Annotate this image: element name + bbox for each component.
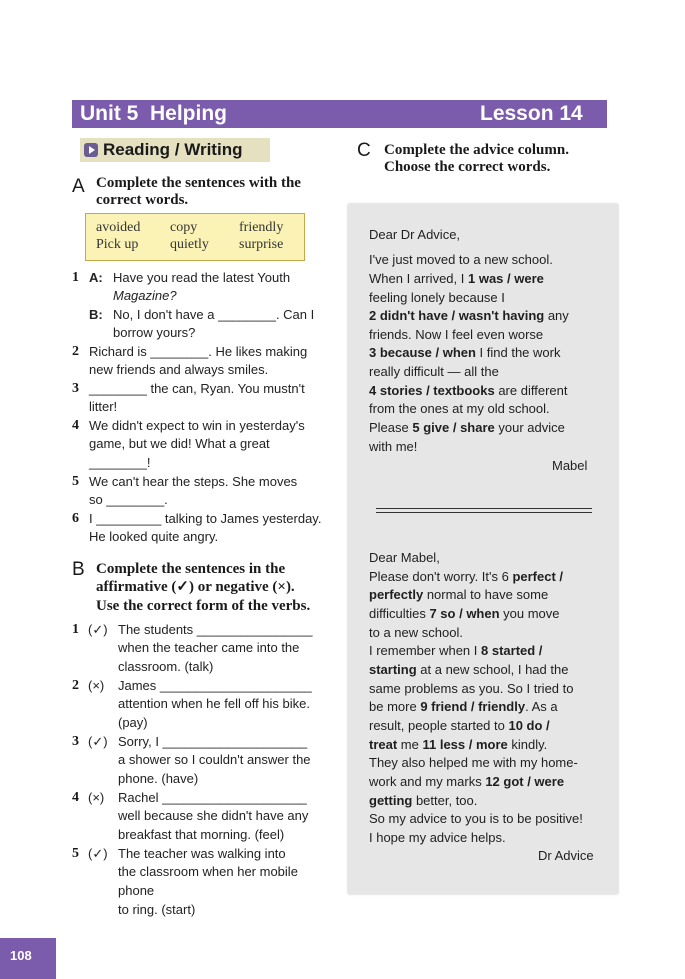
letter-line: 2 didn't have / wasn't having any bbox=[369, 308, 569, 323]
letter-signature: Dr Advice bbox=[538, 848, 594, 863]
letter-line: When I arrived, I 1 was / were bbox=[369, 271, 544, 286]
cross-mark: (×) bbox=[88, 678, 105, 693]
letter-line: with me! bbox=[369, 439, 418, 454]
letter-line: Please 5 give / share your advice bbox=[369, 420, 565, 435]
word-box-item: Pick up bbox=[96, 237, 139, 252]
letter-line: work and my marks 12 got / were bbox=[369, 774, 565, 789]
unit-title: Unit 5 Helping bbox=[80, 102, 227, 125]
word-box-item: friendly bbox=[239, 220, 284, 235]
item-number: 4 bbox=[72, 790, 79, 805]
word-box-item: copy bbox=[170, 220, 198, 235]
section-label: Reading / Writing bbox=[103, 140, 243, 159]
letter-line: to a new school. bbox=[369, 625, 463, 640]
speaker-label: B: bbox=[89, 307, 103, 322]
sentence-line: to ring. (start) bbox=[118, 902, 196, 917]
letter-line: feeling lonely because I bbox=[369, 290, 505, 305]
letter-line: from the ones at my old school. bbox=[369, 401, 550, 416]
sentence-line: No, I don't have a ________. Can I bbox=[113, 307, 315, 322]
gap-choice-11[interactable]: 11 less / more bbox=[422, 737, 508, 752]
item-number: 5 bbox=[72, 474, 79, 489]
item-number: 1 bbox=[72, 622, 79, 637]
sentence-line: classroom. (talk) bbox=[118, 659, 214, 674]
letter-greeting: Dear Mabel, bbox=[369, 550, 440, 565]
gap-choice-8[interactable]: 8 started / bbox=[481, 643, 543, 658]
letter-line: 3 because / when I find the work bbox=[369, 345, 561, 360]
letter-line: I remember when I 8 started / bbox=[369, 643, 543, 658]
divider bbox=[376, 512, 592, 513]
section-a-instruction-2: correct words. bbox=[96, 192, 189, 208]
word-box-item: surprise bbox=[239, 237, 284, 252]
gap-choice-3[interactable]: 3 because / when bbox=[369, 345, 476, 360]
section-b-instruction-3: Use the correct form of the verbs. bbox=[96, 598, 311, 614]
letter-line: They also helped me with my home- bbox=[369, 755, 578, 770]
check-mark: (✓) bbox=[88, 846, 108, 861]
letter-line: really difficult — all the bbox=[369, 364, 499, 379]
check-mark: (✓) bbox=[88, 622, 108, 637]
sentence-line: He looked quite angry. bbox=[89, 529, 219, 544]
letter-line: I've just moved to a new school. bbox=[369, 252, 553, 267]
sentence-line: Magazine? bbox=[113, 288, 177, 303]
section-b-letter: B bbox=[72, 559, 85, 580]
sentence-line: The students ________________ bbox=[118, 622, 313, 637]
lesson-title: Lesson 14 bbox=[480, 102, 583, 125]
sentence-line: We didn't expect to win in yesterday's bbox=[89, 418, 305, 433]
gap-choice-4[interactable]: 4 stories / textbooks bbox=[369, 383, 495, 398]
sentence-line: James _____________________ bbox=[118, 678, 312, 693]
section-b-instruction-2: affirmative (✓) or negative (×). bbox=[96, 579, 295, 595]
sentence-line: litter! bbox=[89, 399, 118, 414]
sentence-line: ________! bbox=[89, 455, 151, 470]
item-number: 2 bbox=[72, 678, 79, 693]
sentence-line: Richard is ________. He likes making bbox=[89, 344, 308, 359]
speaker-label: A: bbox=[89, 270, 103, 285]
sentence-line: new friends and always smiles. bbox=[89, 362, 269, 377]
sentence-line: I _________ talking to James yesterday. bbox=[89, 511, 322, 526]
sentence-line: The teacher was walking into bbox=[118, 846, 286, 861]
item-number: 6 bbox=[72, 511, 79, 526]
letter-line: Please don't worry. It's 6 perfect / bbox=[369, 569, 564, 584]
sentence-line: (pay) bbox=[118, 715, 148, 730]
letter-line: be more 9 friend / friendly. As a bbox=[369, 699, 558, 714]
divider bbox=[376, 508, 592, 509]
sentence-line: borrow yours? bbox=[113, 325, 196, 340]
gap-choice-5[interactable]: 5 give / share bbox=[412, 420, 495, 435]
sentence-line: breakfast that morning. (feel) bbox=[118, 827, 285, 842]
section-c-letter: C bbox=[357, 140, 371, 161]
sentence-line: Sorry, I ____________________ bbox=[118, 734, 308, 749]
sentence-line: well because she didn't have any bbox=[118, 808, 309, 823]
cross-mark: (×) bbox=[88, 790, 105, 805]
letter-line: getting better, too. bbox=[369, 793, 478, 808]
item-number: 5 bbox=[72, 846, 79, 861]
letter-line: I hope my advice helps. bbox=[369, 830, 506, 845]
section-a-letter: A bbox=[72, 176, 85, 197]
gap-choice-6[interactable]: perfect / bbox=[512, 569, 564, 584]
section-a-instruction: Complete the sentences with the bbox=[96, 175, 301, 191]
word-box-item: avoided bbox=[96, 220, 141, 235]
letter-line: So my advice to you is to be positive! bbox=[369, 811, 583, 826]
item-number: 1 bbox=[72, 270, 79, 285]
item-number: 4 bbox=[72, 418, 79, 433]
sentence-line: so ________. bbox=[89, 492, 168, 507]
sentence-line: ________ the can, Ryan. You mustn't bbox=[89, 381, 305, 396]
gap-choice-7[interactable]: 7 so / when bbox=[429, 606, 500, 621]
letter-line: perfectly normal to have some bbox=[369, 587, 549, 602]
gap-choice-1[interactable]: 1 was / were bbox=[467, 271, 544, 286]
sentence-line: a shower so I couldn't answer the bbox=[118, 752, 311, 767]
letter-line: 4 stories / textbooks are different bbox=[369, 383, 568, 398]
sentence-line: attention when he fell off his bike. bbox=[118, 696, 310, 711]
item-number: 2 bbox=[72, 344, 79, 359]
letter-line: difficulties 7 so / when you move bbox=[369, 606, 560, 621]
item-number: 3 bbox=[72, 381, 79, 396]
section-b-instruction: Complete the sentences in the bbox=[96, 561, 286, 577]
play-icon bbox=[84, 143, 98, 157]
page-number: 108 bbox=[10, 948, 32, 963]
sentence-line: Have you read the latest Youth bbox=[113, 270, 291, 285]
gap-choice-12[interactable]: 12 got / were bbox=[485, 774, 565, 789]
gap-choice-10[interactable]: 10 do / bbox=[508, 718, 550, 733]
letter-line: result, people started to 10 do / bbox=[369, 718, 550, 733]
sentence-line: game, but we did! What a great bbox=[89, 436, 270, 451]
sentence-line: phone bbox=[118, 883, 155, 898]
letter-line: starting at a new school, I had the bbox=[369, 662, 569, 677]
sentence-line: the classroom when her mobile bbox=[118, 864, 298, 879]
letter-line: treat me 11 less / more kindly. bbox=[369, 737, 548, 752]
sentence-line: phone. (have) bbox=[118, 771, 199, 786]
check-mark: (✓) bbox=[88, 734, 108, 749]
gap-choice-2[interactable]: 2 didn't have / wasn't having bbox=[369, 308, 545, 323]
gap-choice-9[interactable]: 9 friend / friendly bbox=[420, 699, 526, 714]
sentence-line: when the teacher came into the bbox=[118, 640, 300, 655]
section-c-instruction: Complete the advice column. bbox=[384, 142, 569, 158]
section-c-instruction-2: Choose the correct words. bbox=[384, 159, 551, 175]
letter-signature: Mabel bbox=[552, 458, 588, 473]
letter-line: friends. Now I feel even worse bbox=[369, 327, 544, 342]
item-number: 3 bbox=[72, 734, 79, 749]
letter-greeting: Dear Dr Advice, bbox=[369, 227, 461, 242]
sentence-line: Rachel ____________________ bbox=[118, 790, 307, 805]
letter-line: same problems as you. So I tried to bbox=[369, 681, 574, 696]
word-box-item: quietly bbox=[170, 237, 209, 252]
sentence-line: We can't hear the steps. She moves bbox=[89, 474, 298, 489]
